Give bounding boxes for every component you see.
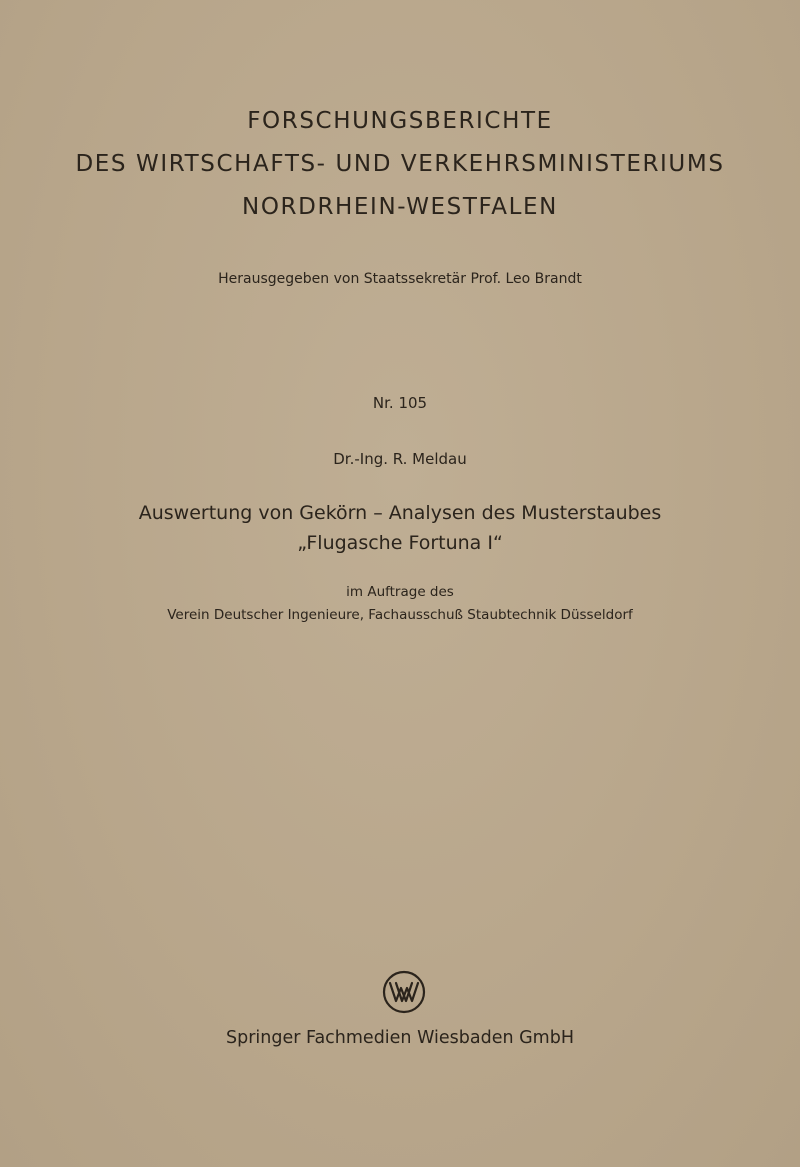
editor-line: Herausgegeben von Staatssekretär Prof. Leo Brandt [218, 271, 582, 287]
commissioning-organization: Verein Deutscher Ingenieure, Fachausschuß Staubtechnik Düsseldorf [167, 607, 633, 623]
report-number: Nr. 105 [372, 394, 428, 412]
series-title-line-2: DES WIRTSCHAFTS- UND VERKEHRSMINISTERIUMS [75, 151, 725, 177]
springer-vieweg-logo-icon [382, 970, 426, 1014]
report-title: Auswertung von Gekörn – Analysen des Musterstaubes [138, 502, 662, 524]
series-title-line-3: NORDRHEIN-WESTFALEN [242, 194, 558, 220]
author: Dr.-Ing. R. Meldau [333, 450, 467, 468]
publisher-name: Springer Fachmedien Wiesbaden GmbH [225, 1028, 574, 1048]
commission-intro: im Auftrage des [346, 584, 454, 600]
series-title-line-1: FORSCHUNGSBERICHTE [247, 108, 553, 134]
report-subtitle: „Flugasche Fortuna I“ [297, 532, 503, 554]
